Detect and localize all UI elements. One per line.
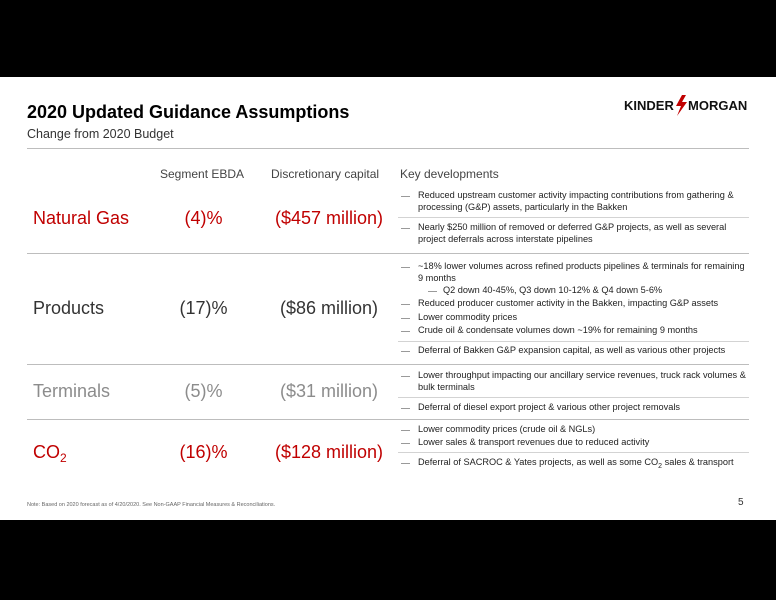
development-item: Lower sales & transport revenues due to reduced activity bbox=[418, 437, 650, 447]
capital-products: ($86 million) bbox=[279, 298, 379, 318]
segment-name-terminals: Terminals bbox=[33, 381, 111, 401]
development-item: Lower commodity prices bbox=[418, 312, 518, 322]
development-item: ~18% lower volumes across refined products pipelines & terminals for remaining 9 months bbox=[418, 261, 745, 283]
bullet-marker bbox=[401, 196, 410, 197]
development-divider bbox=[398, 217, 749, 218]
header-key-developments: Key developments bbox=[400, 167, 499, 181]
sub-bullet-marker bbox=[428, 291, 437, 292]
bullet-marker bbox=[401, 443, 410, 444]
bullet-marker bbox=[401, 228, 410, 229]
development-item: Reduced upstream customer activity impacting contributions from gathering & processing (G&P) assets, particularly in the Bakken bbox=[418, 190, 734, 212]
slide bbox=[0, 77, 776, 520]
row-divider bbox=[27, 253, 749, 254]
development-divider bbox=[398, 341, 749, 342]
page-title: 2020 Updated Guidance Assumptions bbox=[27, 102, 350, 122]
development-subitem: Q2 down 40-45%, Q3 down 10-12% & Q4 down 5-6% bbox=[443, 285, 663, 295]
co2-subscript: 2 bbox=[658, 462, 663, 470]
ebda-natural-gas: (4)% bbox=[184, 208, 223, 228]
bullet-marker bbox=[401, 331, 410, 332]
logo-text-left: KINDER bbox=[624, 98, 674, 113]
bullet-marker bbox=[401, 304, 410, 305]
development-item: Deferral of SACROC & Yates projects, as well as some $CO_2$ sales & transport bbox=[418, 457, 734, 470]
header-segment-ebda: Segment EBDA bbox=[160, 167, 245, 181]
row-divider bbox=[27, 364, 749, 365]
footnote: Note: Based on 2020 forecast as of 4/20/2020. See Non-GAAP Financial Measures & Reconciliations. bbox=[27, 502, 276, 508]
capital-terminals: ($31 million) bbox=[279, 381, 379, 401]
bullet-marker bbox=[401, 376, 410, 377]
development-item: Reduced producer customer activity in the Bakken, impacting G&P assets bbox=[418, 298, 719, 308]
development-item: Deferral of Bakken G&P expansion capital, as well as various other projects bbox=[418, 345, 726, 355]
ebda-co2: (16)% bbox=[179, 442, 228, 462]
development-item: Lower throughput impacting our ancillary service revenues, truck rack volumes & bulk terminals bbox=[418, 370, 746, 392]
development-divider bbox=[398, 397, 749, 398]
page-subtitle: Change from 2020 Budget bbox=[27, 127, 174, 141]
development-item: Lower commodity prices (crude oil & NGLs) bbox=[418, 424, 596, 434]
capital-co2: ($128 million) bbox=[274, 442, 384, 462]
row-divider bbox=[27, 419, 749, 420]
bullet-marker bbox=[401, 318, 410, 319]
co2-subscript: 2 bbox=[60, 451, 67, 465]
lightning-bolt-icon bbox=[676, 95, 687, 116]
bullet-marker bbox=[401, 408, 410, 409]
capital-natural-gas: ($457 million) bbox=[274, 208, 384, 228]
development-item: Nearly $250 million of removed or deferred G&P projects, as well as several project deferrals across interstate pipelines bbox=[418, 222, 727, 244]
development-item: Deferral of diesel export project & various other project removals bbox=[418, 402, 680, 412]
bullet-marker bbox=[401, 463, 410, 464]
header-discretionary-capital: Discretionary capital bbox=[271, 167, 380, 181]
segment-name-co2: $CO_2$ bbox=[33, 442, 67, 465]
development-item: Crude oil & condensate volumes down ~19% for remaining 9 months bbox=[418, 325, 698, 335]
segment-name-natural-gas: Natural Gas bbox=[33, 208, 130, 228]
bullet-marker bbox=[401, 267, 410, 268]
kinder-morgan-logo bbox=[624, 93, 752, 117]
ebda-products: (17)% bbox=[179, 298, 228, 318]
logo-text-right: MORGAN bbox=[688, 98, 748, 113]
segment-name-products: Products bbox=[33, 298, 105, 318]
bullet-marker bbox=[401, 430, 410, 431]
header-divider bbox=[27, 148, 749, 149]
page-number: 5 bbox=[738, 497, 744, 508]
development-divider bbox=[398, 452, 749, 453]
bullet-marker bbox=[401, 351, 410, 352]
ebda-terminals: (5)% bbox=[184, 381, 223, 401]
